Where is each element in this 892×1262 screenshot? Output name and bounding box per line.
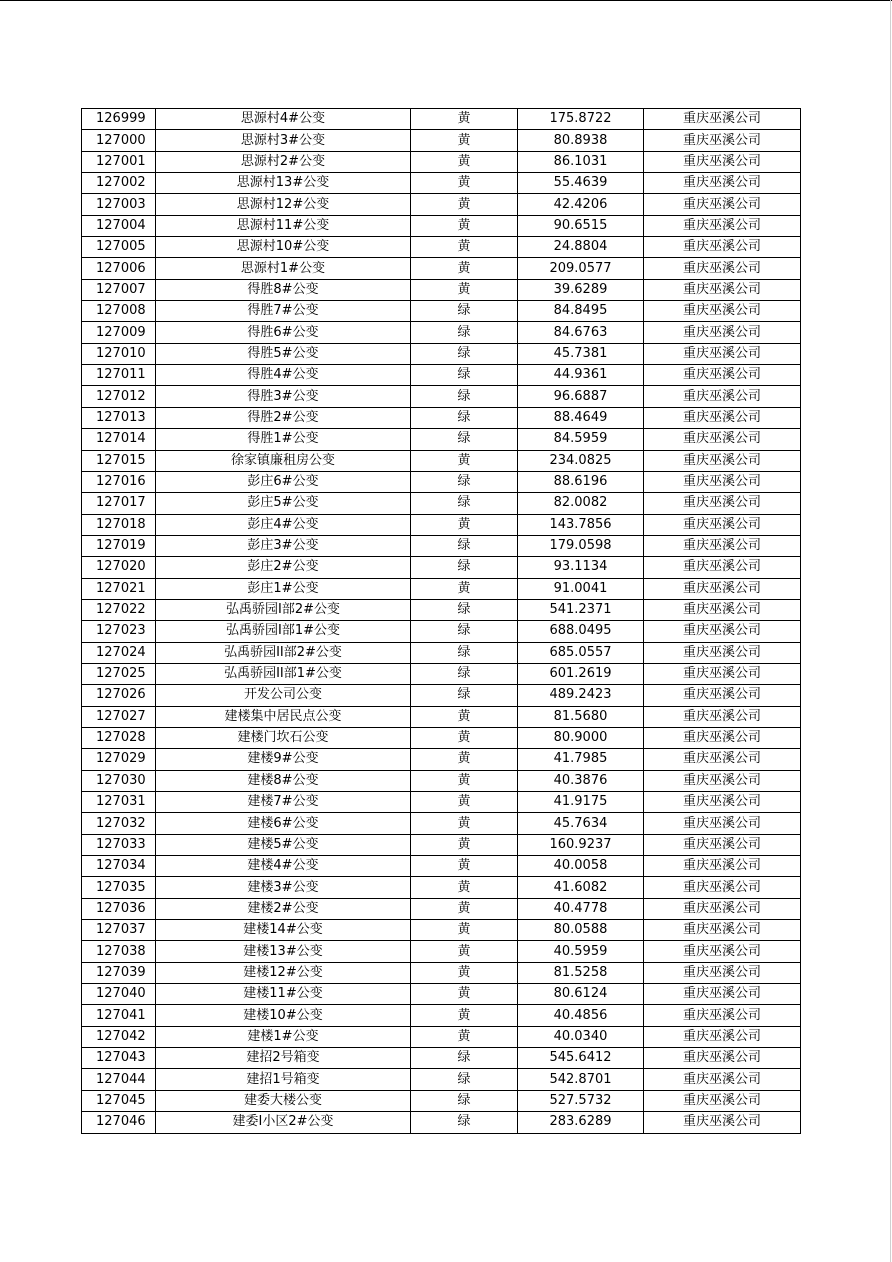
station-name-cell: 徐家镇廉租房公变 [156, 450, 411, 471]
status-color-cell: 黄 [411, 962, 518, 983]
record-id-cell: 127046 [82, 1112, 156, 1133]
station-name-cell: 建委大楼公变 [156, 1090, 411, 1111]
value-cell: 234.0825 [518, 450, 644, 471]
status-color-cell: 黄 [411, 130, 518, 151]
record-id-cell: 127008 [82, 301, 156, 322]
company-cell: 重庆巫溪公司 [644, 1005, 801, 1026]
value-cell: 44.9361 [518, 365, 644, 386]
table-row [82, 663, 801, 684]
record-id-cell: 127000 [82, 130, 156, 151]
value-cell: 688.0495 [518, 621, 644, 642]
table-body [82, 109, 801, 1134]
table-row [82, 215, 801, 236]
record-id-cell: 127043 [82, 1048, 156, 1069]
record-id-cell: 127002 [82, 173, 156, 194]
station-name-cell: 思源村4#公变 [156, 109, 411, 130]
value-cell: 40.4778 [518, 898, 644, 919]
table-row [82, 365, 801, 386]
company-cell: 重庆巫溪公司 [644, 194, 801, 215]
station-name-cell: 建楼7#公变 [156, 792, 411, 813]
company-cell: 重庆巫溪公司 [644, 685, 801, 706]
station-name-cell: 彭庄4#公变 [156, 514, 411, 535]
status-color-cell: 绿 [411, 322, 518, 343]
record-id-cell: 127019 [82, 535, 156, 556]
table-row [82, 386, 801, 407]
company-cell: 重庆巫溪公司 [644, 599, 801, 620]
table-row [82, 279, 801, 300]
status-color-cell: 黄 [411, 706, 518, 727]
value-cell: 685.0557 [518, 642, 644, 663]
company-cell: 重庆巫溪公司 [644, 877, 801, 898]
table-row [82, 877, 801, 898]
company-cell: 重庆巫溪公司 [644, 365, 801, 386]
station-name-cell: 建楼6#公变 [156, 813, 411, 834]
company-cell: 重庆巫溪公司 [644, 962, 801, 983]
record-id-cell: 127004 [82, 215, 156, 236]
company-cell: 重庆巫溪公司 [644, 1090, 801, 1111]
table-row [82, 984, 801, 1005]
status-color-cell: 绿 [411, 642, 518, 663]
status-color-cell: 黄 [411, 514, 518, 535]
company-cell: 重庆巫溪公司 [644, 1069, 801, 1090]
status-color-cell: 绿 [411, 1112, 518, 1133]
value-cell: 601.2619 [518, 663, 644, 684]
company-cell: 重庆巫溪公司 [644, 301, 801, 322]
status-color-cell: 黄 [411, 578, 518, 599]
table-row [82, 1090, 801, 1111]
record-id-cell: 127013 [82, 407, 156, 428]
value-cell: 527.5732 [518, 1090, 644, 1111]
status-color-cell: 黄 [411, 813, 518, 834]
station-name-cell: 彭庄6#公变 [156, 471, 411, 492]
station-name-cell: 思源村10#公变 [156, 237, 411, 258]
record-id-cell: 127010 [82, 343, 156, 364]
company-cell: 重庆巫溪公司 [644, 535, 801, 556]
company-cell: 重庆巫溪公司 [644, 173, 801, 194]
status-color-cell: 绿 [411, 493, 518, 514]
status-color-cell: 绿 [411, 386, 518, 407]
status-color-cell: 绿 [411, 365, 518, 386]
value-cell: 84.5959 [518, 429, 644, 450]
station-name-cell: 建楼12#公变 [156, 962, 411, 983]
company-cell: 重庆巫溪公司 [644, 450, 801, 471]
record-id-cell: 127023 [82, 621, 156, 642]
value-cell: 81.5258 [518, 962, 644, 983]
station-name-cell: 思源村1#公变 [156, 258, 411, 279]
table-row [82, 792, 801, 813]
value-cell: 80.8938 [518, 130, 644, 151]
status-color-cell: 黄 [411, 109, 518, 130]
status-color-cell: 黄 [411, 749, 518, 770]
company-cell: 重庆巫溪公司 [644, 514, 801, 535]
status-color-cell: 黄 [411, 279, 518, 300]
station-name-cell: 得胜6#公变 [156, 322, 411, 343]
status-color-cell: 绿 [411, 1048, 518, 1069]
status-color-cell: 黄 [411, 194, 518, 215]
value-cell: 41.7985 [518, 749, 644, 770]
table-row [82, 920, 801, 941]
table-row [82, 130, 801, 151]
station-name-cell: 得胜5#公变 [156, 343, 411, 364]
station-name-cell: 得胜4#公变 [156, 365, 411, 386]
station-name-cell: 思源村2#公变 [156, 151, 411, 172]
record-id-cell: 127029 [82, 749, 156, 770]
value-cell: 88.4649 [518, 407, 644, 428]
company-cell: 重庆巫溪公司 [644, 557, 801, 578]
table-row [82, 962, 801, 983]
record-id-cell: 127032 [82, 813, 156, 834]
value-cell: 40.4856 [518, 1005, 644, 1026]
status-color-cell: 绿 [411, 685, 518, 706]
company-cell: 重庆巫溪公司 [644, 1048, 801, 1069]
company-cell: 重庆巫溪公司 [644, 1026, 801, 1047]
record-id-cell: 127028 [82, 727, 156, 748]
company-cell: 重庆巫溪公司 [644, 941, 801, 962]
company-cell: 重庆巫溪公司 [644, 792, 801, 813]
table-row [82, 642, 801, 663]
value-cell: 541.2371 [518, 599, 644, 620]
status-color-cell: 黄 [411, 898, 518, 919]
station-name-cell: 彭庄3#公变 [156, 535, 411, 556]
status-color-cell: 黄 [411, 450, 518, 471]
status-color-cell: 绿 [411, 535, 518, 556]
station-name-cell: 思源村11#公变 [156, 215, 411, 236]
record-id-cell: 127014 [82, 429, 156, 450]
status-color-cell: 黄 [411, 792, 518, 813]
station-name-cell: 建楼13#公变 [156, 941, 411, 962]
record-id-cell: 127026 [82, 685, 156, 706]
station-name-cell: 建楼11#公变 [156, 984, 411, 1005]
table-row [82, 471, 801, 492]
status-color-cell: 绿 [411, 301, 518, 322]
station-name-cell: 彭庄5#公变 [156, 493, 411, 514]
table-row [82, 898, 801, 919]
table-row [82, 322, 801, 343]
status-color-cell: 黄 [411, 727, 518, 748]
company-cell: 重庆巫溪公司 [644, 407, 801, 428]
value-cell: 41.9175 [518, 792, 644, 813]
company-cell: 重庆巫溪公司 [644, 151, 801, 172]
table-row [82, 151, 801, 172]
station-name-cell: 得胜1#公变 [156, 429, 411, 450]
status-color-cell: 绿 [411, 343, 518, 364]
status-color-cell: 黄 [411, 834, 518, 855]
table-row [82, 194, 801, 215]
table-row [82, 301, 801, 322]
record-id-cell: 127003 [82, 194, 156, 215]
station-name-cell: 思源村3#公变 [156, 130, 411, 151]
page-top-border [0, 0, 892, 1]
company-cell: 重庆巫溪公司 [644, 215, 801, 236]
value-cell: 45.7381 [518, 343, 644, 364]
table-row [82, 109, 801, 130]
status-color-cell: 黄 [411, 258, 518, 279]
station-name-cell: 彭庄1#公变 [156, 578, 411, 599]
company-cell: 重庆巫溪公司 [644, 770, 801, 791]
table-row [82, 407, 801, 428]
table-row [82, 706, 801, 727]
status-color-cell: 黄 [411, 1005, 518, 1026]
record-id-cell: 127041 [82, 1005, 156, 1026]
value-cell: 55.4639 [518, 173, 644, 194]
table-row [82, 834, 801, 855]
value-cell: 80.0588 [518, 920, 644, 941]
station-name-cell: 建楼14#公变 [156, 920, 411, 941]
table-row [82, 770, 801, 791]
station-name-cell: 建委I小区2#公变 [156, 1112, 411, 1133]
company-cell: 重庆巫溪公司 [644, 898, 801, 919]
table-row [82, 493, 801, 514]
status-color-cell: 黄 [411, 941, 518, 962]
record-id-cell: 127018 [82, 514, 156, 535]
status-color-cell: 黄 [411, 1026, 518, 1047]
table-row [82, 343, 801, 364]
table-row [82, 1005, 801, 1026]
transformer-table [81, 108, 801, 1134]
station-name-cell: 建楼10#公变 [156, 1005, 411, 1026]
record-id-cell: 127045 [82, 1090, 156, 1111]
table-row [82, 514, 801, 535]
record-id-cell: 127037 [82, 920, 156, 941]
value-cell: 40.0058 [518, 856, 644, 877]
record-id-cell: 127027 [82, 706, 156, 727]
company-cell: 重庆巫溪公司 [644, 279, 801, 300]
table-row [82, 685, 801, 706]
table-row [82, 557, 801, 578]
record-id-cell: 127007 [82, 279, 156, 300]
table-row [82, 1069, 801, 1090]
company-cell: 重庆巫溪公司 [644, 130, 801, 151]
status-color-cell: 绿 [411, 1069, 518, 1090]
table-row [82, 1048, 801, 1069]
company-cell: 重庆巫溪公司 [644, 493, 801, 514]
value-cell: 42.4206 [518, 194, 644, 215]
company-cell: 重庆巫溪公司 [644, 834, 801, 855]
value-cell: 84.6763 [518, 322, 644, 343]
value-cell: 209.0577 [518, 258, 644, 279]
status-color-cell: 绿 [411, 471, 518, 492]
record-id-cell: 127040 [82, 984, 156, 1005]
company-cell: 重庆巫溪公司 [644, 237, 801, 258]
value-cell: 143.7856 [518, 514, 644, 535]
record-id-cell: 127034 [82, 856, 156, 877]
value-cell: 80.9000 [518, 727, 644, 748]
status-color-cell: 黄 [411, 151, 518, 172]
station-name-cell: 弘禹骄园I部1#公变 [156, 621, 411, 642]
station-name-cell: 建楼9#公变 [156, 749, 411, 770]
station-name-cell: 得胜8#公变 [156, 279, 411, 300]
value-cell: 96.6887 [518, 386, 644, 407]
value-cell: 91.0041 [518, 578, 644, 599]
company-cell: 重庆巫溪公司 [644, 386, 801, 407]
value-cell: 82.0082 [518, 493, 644, 514]
company-cell: 重庆巫溪公司 [644, 471, 801, 492]
table-row [82, 727, 801, 748]
company-cell: 重庆巫溪公司 [644, 343, 801, 364]
table-row [82, 1112, 801, 1133]
record-id-cell: 127042 [82, 1026, 156, 1047]
record-id-cell: 127031 [82, 792, 156, 813]
status-color-cell: 黄 [411, 856, 518, 877]
station-name-cell: 建楼3#公变 [156, 877, 411, 898]
station-name-cell: 思源村13#公变 [156, 173, 411, 194]
station-name-cell: 得胜7#公变 [156, 301, 411, 322]
table-row [82, 173, 801, 194]
status-color-cell: 绿 [411, 429, 518, 450]
value-cell: 39.6289 [518, 279, 644, 300]
value-cell: 175.8722 [518, 109, 644, 130]
record-id-cell: 127036 [82, 898, 156, 919]
station-name-cell: 建楼4#公变 [156, 856, 411, 877]
station-name-cell: 开发公司公变 [156, 685, 411, 706]
station-name-cell: 弘禹骄园II部1#公变 [156, 663, 411, 684]
table-row [82, 749, 801, 770]
record-id-cell: 127024 [82, 642, 156, 663]
value-cell: 545.6412 [518, 1048, 644, 1069]
company-cell: 重庆巫溪公司 [644, 813, 801, 834]
record-id-cell: 127030 [82, 770, 156, 791]
station-name-cell: 建楼5#公变 [156, 834, 411, 855]
status-color-cell: 黄 [411, 215, 518, 236]
status-color-cell: 绿 [411, 557, 518, 578]
table-row [82, 621, 801, 642]
station-name-cell: 建楼门坎石公变 [156, 727, 411, 748]
record-id-cell: 127006 [82, 258, 156, 279]
status-color-cell: 黄 [411, 877, 518, 898]
value-cell: 93.1134 [518, 557, 644, 578]
record-id-cell: 127016 [82, 471, 156, 492]
status-color-cell: 黄 [411, 173, 518, 194]
status-color-cell: 绿 [411, 621, 518, 642]
table-row [82, 450, 801, 471]
company-cell: 重庆巫溪公司 [644, 322, 801, 343]
record-id-cell: 126999 [82, 109, 156, 130]
record-id-cell: 127017 [82, 493, 156, 514]
company-cell: 重庆巫溪公司 [644, 663, 801, 684]
record-id-cell: 127005 [82, 237, 156, 258]
table-row [82, 237, 801, 258]
record-id-cell: 127012 [82, 386, 156, 407]
table-row [82, 1026, 801, 1047]
status-color-cell: 黄 [411, 770, 518, 791]
table-row [82, 535, 801, 556]
company-cell: 重庆巫溪公司 [644, 749, 801, 770]
station-name-cell: 思源村12#公变 [156, 194, 411, 215]
station-name-cell: 建楼2#公变 [156, 898, 411, 919]
record-id-cell: 127039 [82, 962, 156, 983]
company-cell: 重庆巫溪公司 [644, 984, 801, 1005]
value-cell: 24.8804 [518, 237, 644, 258]
company-cell: 重庆巫溪公司 [644, 578, 801, 599]
status-color-cell: 绿 [411, 407, 518, 428]
table-row [82, 258, 801, 279]
table-row [82, 813, 801, 834]
company-cell: 重庆巫溪公司 [644, 727, 801, 748]
value-cell: 84.8495 [518, 301, 644, 322]
company-cell: 重庆巫溪公司 [644, 621, 801, 642]
value-cell: 40.3876 [518, 770, 644, 791]
value-cell: 160.9237 [518, 834, 644, 855]
table-row [82, 941, 801, 962]
station-name-cell: 建招1号箱变 [156, 1069, 411, 1090]
company-cell: 重庆巫溪公司 [644, 429, 801, 450]
value-cell: 88.6196 [518, 471, 644, 492]
record-id-cell: 127020 [82, 557, 156, 578]
company-cell: 重庆巫溪公司 [644, 109, 801, 130]
status-color-cell: 黄 [411, 920, 518, 941]
value-cell: 90.6515 [518, 215, 644, 236]
company-cell: 重庆巫溪公司 [644, 642, 801, 663]
station-name-cell: 弘禹骄园II部2#公变 [156, 642, 411, 663]
status-color-cell: 黄 [411, 984, 518, 1005]
record-id-cell: 127021 [82, 578, 156, 599]
record-id-cell: 127022 [82, 599, 156, 620]
value-cell: 41.6082 [518, 877, 644, 898]
value-cell: 45.7634 [518, 813, 644, 834]
table-row [82, 856, 801, 877]
value-cell: 283.6289 [518, 1112, 644, 1133]
record-id-cell: 127035 [82, 877, 156, 898]
table-row [82, 599, 801, 620]
station-name-cell: 彭庄2#公变 [156, 557, 411, 578]
record-id-cell: 127011 [82, 365, 156, 386]
status-color-cell: 黄 [411, 237, 518, 258]
value-cell: 542.8701 [518, 1069, 644, 1090]
company-cell: 重庆巫溪公司 [644, 258, 801, 279]
value-cell: 489.2423 [518, 685, 644, 706]
company-cell: 重庆巫溪公司 [644, 1112, 801, 1133]
status-color-cell: 绿 [411, 599, 518, 620]
value-cell: 81.5680 [518, 706, 644, 727]
record-id-cell: 127038 [82, 941, 156, 962]
station-name-cell: 得胜3#公变 [156, 386, 411, 407]
company-cell: 重庆巫溪公司 [644, 920, 801, 941]
station-name-cell: 得胜2#公变 [156, 407, 411, 428]
value-cell: 80.6124 [518, 984, 644, 1005]
station-name-cell: 弘禹骄园I部2#公变 [156, 599, 411, 620]
record-id-cell: 127044 [82, 1069, 156, 1090]
station-name-cell: 建招2号箱变 [156, 1048, 411, 1069]
station-name-cell: 建楼1#公变 [156, 1026, 411, 1047]
company-cell: 重庆巫溪公司 [644, 856, 801, 877]
record-id-cell: 127025 [82, 663, 156, 684]
station-name-cell: 建楼8#公变 [156, 770, 411, 791]
page-right-edge [890, 0, 891, 1262]
status-color-cell: 绿 [411, 663, 518, 684]
value-cell: 40.0340 [518, 1026, 644, 1047]
table-row [82, 578, 801, 599]
value-cell: 179.0598 [518, 535, 644, 556]
status-color-cell: 绿 [411, 1090, 518, 1111]
company-cell: 重庆巫溪公司 [644, 706, 801, 727]
record-id-cell: 127015 [82, 450, 156, 471]
record-id-cell: 127009 [82, 322, 156, 343]
record-id-cell: 127001 [82, 151, 156, 172]
value-cell: 40.5959 [518, 941, 644, 962]
record-id-cell: 127033 [82, 834, 156, 855]
table-row [82, 429, 801, 450]
station-name-cell: 建楼集中居民点公变 [156, 706, 411, 727]
value-cell: 86.1031 [518, 151, 644, 172]
